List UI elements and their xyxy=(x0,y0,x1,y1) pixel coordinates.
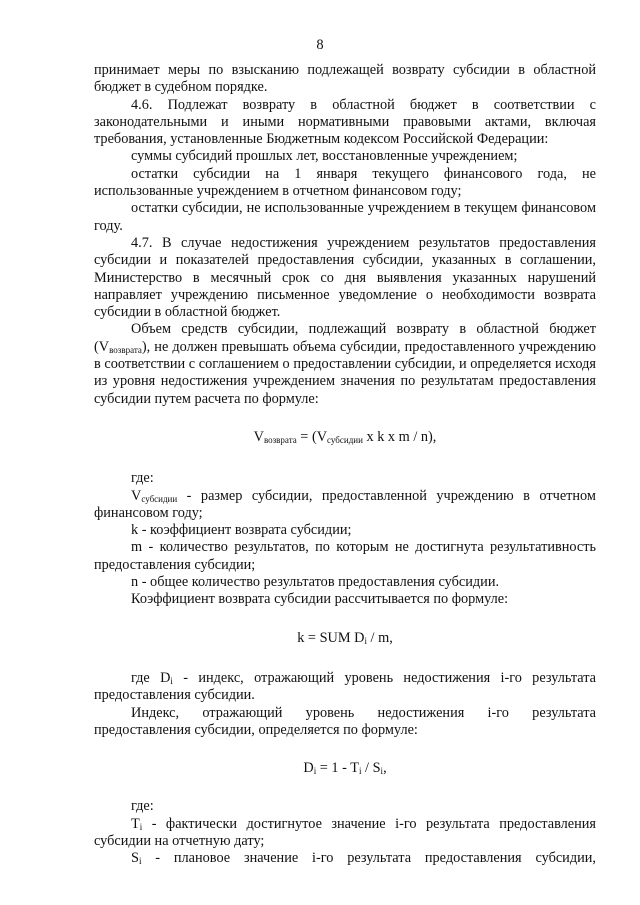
formula-var: V xyxy=(253,428,264,445)
subscript: i xyxy=(139,821,143,832)
subscript: i xyxy=(358,766,362,777)
formula-refund xyxy=(94,429,596,446)
subscript: i xyxy=(380,766,384,777)
definition-k: k - коэффициент возврата субсидии; xyxy=(131,522,352,539)
where-label: где: xyxy=(131,470,154,487)
formula-index xyxy=(94,760,596,777)
document-body xyxy=(94,62,596,868)
definition-s xyxy=(94,850,596,867)
text-run: - размер субсидии, предоставленной учреждению в отчетном финансовом году; xyxy=(94,487,596,521)
text-run: Объем средств субсидии, подлежащий возврату в областной бюджет (V xyxy=(94,321,596,355)
subscript: i xyxy=(313,766,317,777)
page-number: 8 xyxy=(316,37,324,53)
formula-part: D xyxy=(303,760,314,777)
formula-part: = (V xyxy=(296,428,328,445)
text-run: где D xyxy=(131,669,171,686)
definition-t xyxy=(94,816,596,851)
subscript: субсидии xyxy=(327,434,363,445)
subscript: возврата xyxy=(109,344,142,355)
paragraph-court-recovery: принимает меры по взысканию подлежащей возврату субсидии в областной бюджет в судебном порядке. xyxy=(94,62,596,96)
formula-part: / m, xyxy=(366,629,393,646)
subscript: i xyxy=(170,675,173,686)
text-run: - плановое значение i-го результата предоставления субсидии, xyxy=(141,850,596,867)
formula-part: / S xyxy=(361,760,381,777)
paragraph-coefficient: Коэффициент возврата субсидии рассчитывается по формуле: xyxy=(131,591,509,608)
subscript: субсидии xyxy=(141,493,178,504)
text-run: T xyxy=(131,815,140,832)
paragraph-index: Индекс, отражающий уровень недостижения i-го результата предоставления субсидии, определяется по формуле: xyxy=(94,704,596,738)
where-label: где: xyxy=(131,798,154,815)
text-run: - фактически достигнутое значение i-го результата предоставления субсидии на отчетную дату; xyxy=(94,815,596,849)
paragraph-4-7: 4.7. В случае недостижения учреждением результатов предоставления субсидии и показателей предоставления субсидии, указанных в соглашении, Министерство в месячный срок со дня выявления указанных нарушений направляет учреждению письменное уведомление о необходимости возврата субсидии в областной бюджет. xyxy=(94,234,596,321)
subscript: i xyxy=(138,856,142,867)
formula-part: = 1 - T xyxy=(316,760,359,777)
list-item-past-subsidies: суммы субсидий прошлых лет, восстановленные учреждением; xyxy=(131,148,518,165)
formula-part: k = SUM D xyxy=(297,629,365,646)
paragraph-refund-volume xyxy=(94,321,596,407)
definition-m: m - количество результатов, по которым не достигнута результативность предоставления субсидии; xyxy=(94,539,596,573)
text-run: S xyxy=(131,850,139,867)
formula-part: , xyxy=(383,760,387,777)
definition-v-subsidy xyxy=(94,488,596,523)
formula-coefficient xyxy=(94,630,596,647)
definition-d xyxy=(94,670,596,705)
definition-n: n - общее количество результатов предоставления субсидии. xyxy=(131,574,500,591)
formula-part: x k x m / n), xyxy=(362,428,437,445)
list-item-remainders-current: остатки субсидии, не использованные учреждением в текущем финансовом году. xyxy=(94,200,596,234)
subscript: возврата xyxy=(263,434,297,445)
subscript: i xyxy=(364,635,367,646)
text-run: ), не должен превышать объема субсидии, предоставленного учреждению в соответствии с соглашением о предоставлении субсидии, и определяется исходя из уровня недостижения учреждением значения по результатам предоставления субсидии путем расчета по формуле: xyxy=(94,338,596,407)
text-run: V xyxy=(131,487,142,504)
list-item-remainders-january: остатки субсидии на 1 января текущего финансового года, не использованные учреждением в отчетном финансовом году; xyxy=(94,165,596,200)
paragraph-4-6: 4.6. Подлежат возврату в областной бюджет в соответствии с законодательными и иными нормативными правовыми актами, включая требования, установленные Бюджетным кодексом Российской Федерации: xyxy=(94,96,596,148)
text-run: - индекс, отражающий уровень недостижения i-го результата предоставления субсидии. xyxy=(94,669,596,704)
